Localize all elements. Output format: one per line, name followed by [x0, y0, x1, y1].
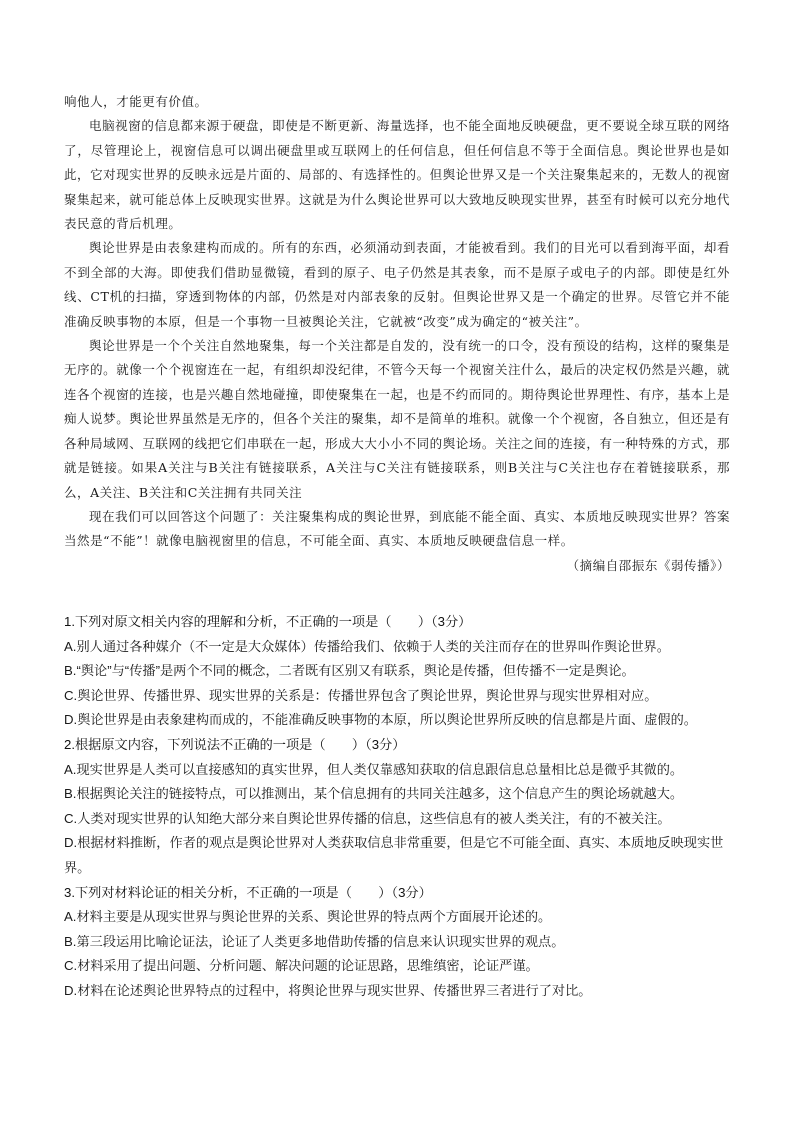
option-c: C.材料采用了提出问题、分析问题、解决问题的论证思路，思维缜密，论证严谨。	[64, 958, 539, 974]
option-a: A.现实世界是人类可以直接感知的真实世界，但人类仅靠感知获取的信息跟信息总量相比总是微乎其微的。	[64, 761, 684, 777]
option-d: D.根据材料推断，作者的观点是舆论世界对人类获取信息非常重要，但是它不可能全面、真实、本质地反映现实世界。	[64, 835, 724, 875]
reading-passage	[64, 90, 730, 578]
question-stem: 3.下列对材料论证的相关分析，不正确的一项是（ ）（3分）	[64, 884, 432, 900]
option-c: C.人类对现实世界的认知绝大部分来自舆论世界传播的信息，这些信息有的被人类关注，有的不被关注。	[64, 810, 671, 826]
option-b: B.第三段运用比喻论证法，论证了人类更多地借助传播的信息来认识现实世界的观点。	[64, 933, 565, 949]
question-stem: 2.根据原文内容，下列说法不正确的一项是（ ）（3分）	[64, 736, 406, 752]
passage-source: （摘编自邵振东《弱传播》）	[566, 557, 730, 573]
question-list	[64, 610, 730, 1004]
passage-paragraph-5: 现在我们可以回答这个问题了：关注聚集构成的舆论世界，到底能不能全面、真实、本质地反映现实世界？答案当然是“不能”！就像电脑视窗里的信息，不可能全面、真实、本质地反映硬盘信息一样。	[64, 508, 730, 549]
passage-paragraph-1: 响他人，才能更有价值。	[64, 94, 208, 109]
option-d: D.材料在论述舆论世界特点的过程中，将舆论世界与现实世界、传播世界三者进行了对比。	[64, 982, 592, 998]
option-c: C.舆论世界、传播世界、现实世界的关系是：传播世界包含了舆论世界，舆论世界与现实世界相对应。	[64, 687, 658, 703]
question-3	[64, 881, 730, 1004]
option-b: B.“舆论”与“传播”是两个不同的概念，二者既有区别又有联系，舆论是传播，但传播不一定是舆论。	[64, 663, 635, 679]
option-a: A.材料主要是从现实世界与舆论世界的关系、舆论世界的特点两个方面展开论述的。	[64, 909, 552, 925]
question-stem: 1.下列对原文相关内容的理解和分析，不正确的一项是（ ）（3分）	[64, 614, 472, 629]
passage-paragraph-2: 电脑视窗的信息都来源于硬盘，即使是不断更新、海量选择，也不能全面地反映硬盘，更不要说全球互联的网络了，尽管理论上，视窗信息可以调出硬盘里或互联网上的任何信息，但任何信息不等于全面信息。舆论世界也是如此，它对现实世界的反映永远是片面的、局部的、有选择性的。但舆论世界又是一个关注聚集起来的，无数人的视窗聚集起来，就可能总体上反映现实世界。这就是为什么舆论世界可以大致地反映现实世界，甚至有时候可以充分地代表民意的背后机理。	[64, 118, 730, 232]
question-1	[64, 610, 730, 733]
option-d: D.舆论世界是由表象建构而成的，不能准确反映事物的本原，所以舆论世界所反映的信息都是片面、虚假的。	[64, 712, 697, 728]
question-2	[64, 733, 730, 881]
passage-paragraph-4: 舆论世界是一个个关注自然地聚集，每一个关注都是自发的，没有统一的口令，没有预设的结构，这样的聚集是无序的。就像一个个视窗连在一起，有组织却没纪律，不管今天每一个视窗关注什么，最后的决定权仍然是兴趣，就连各个视窗的连接，也是兴趣自然地碰撞，即使聚集在一起，也是不约而同的。期待舆论世界理性、有序，基本上是痴人说梦。舆论世界虽然是无序的，但各个关注的聚集，却不是简单的堆积。就像一个个视窗，各自独立，但还是有各种局域网、互联网的线把它们串联在一起，形成大大小小不同的舆论场。关注之间的连接，有一种特殊的方式，那就是链接。如果A关注与B关注有链接联系，A关注与C关注有链接联系，则B关注与C关注也存在着链接联系，那么，A关注、B关注和C关注拥有共同关注	[64, 338, 730, 500]
option-b: B.根据舆论关注的链接特点，可以推测出，某个信息拥有的共同关注越多，这个信息产生的舆论场就越大。	[64, 786, 684, 802]
passage-paragraph-3: 舆论世界是由表象建构而成的。所有的东西，必须涌动到表面，才能被看到。我们的目光可以看到海平面，却看不到全部的大海。即使我们借助显微镜，看到的原子、电子仍然是其表象，而不是原子或电子的内部。即使是红外线、CT机的扫描，穿透到物体的内部，仍然是对内部表象的反射。但舆论世界又是一个确定的世界。尽管它并不能准确反映事物的本原，但是一个事物一旦被舆论关注，它就被“改变”成为确定的“被关注”。	[64, 240, 730, 329]
option-a: A.别人通过各种媒介（不一定是大众媒体）传播给我们、依赖于人类的关注而存在的世界叫作舆论世界。	[64, 638, 670, 654]
